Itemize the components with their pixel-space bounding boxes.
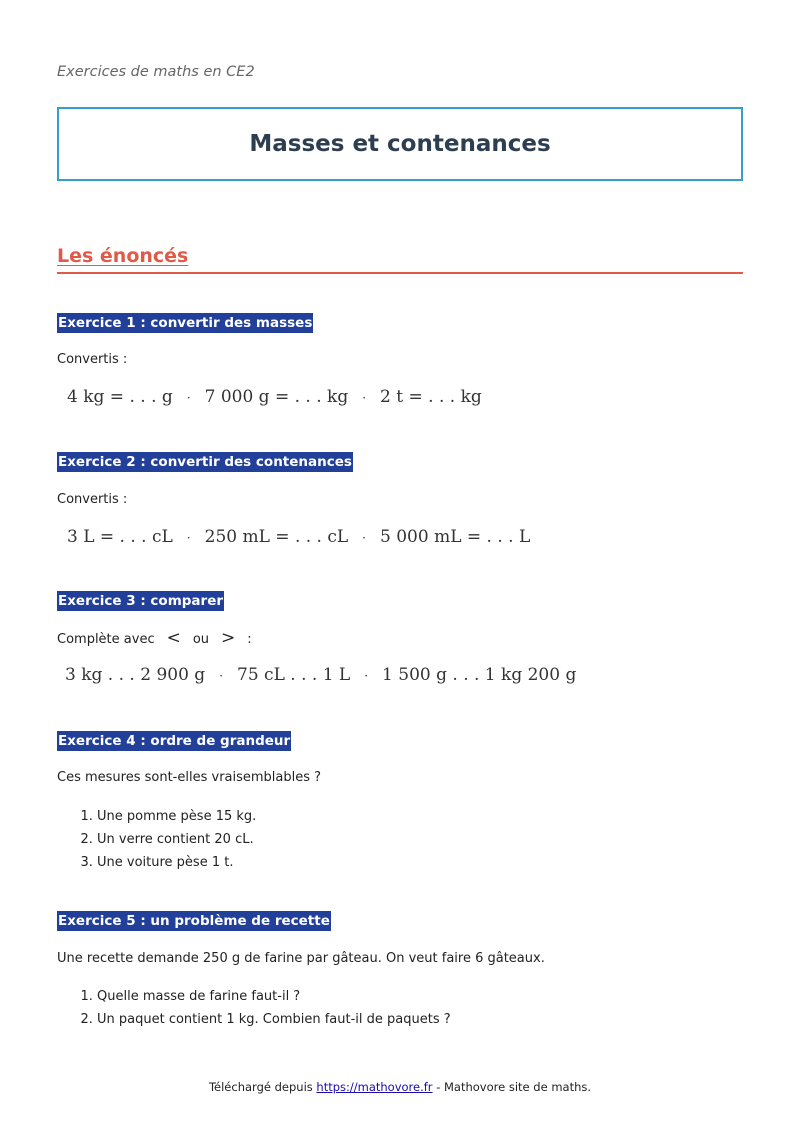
exercise-5-list — [57, 985, 451, 1031]
math-item: 3 L = . . . cL — [67, 527, 173, 547]
subject-label: Exercices de maths en CE2 — [57, 64, 255, 80]
list-item: 1. Une pomme pèse 15 kg. — [97, 805, 256, 828]
footer-suffix: - Mathovore site de maths. — [436, 1080, 592, 1094]
title-box — [57, 107, 743, 181]
exercise-4-title: Exercice 4 : ordre de grandeur — [58, 733, 291, 749]
exercise-2-math — [67, 527, 530, 547]
exercise-4-list — [57, 805, 256, 874]
exercise-3-instruction — [57, 628, 252, 648]
list-item: 2. Un paquet contient 1 kg. Combien faut-il de paquets ? — [97, 1008, 451, 1031]
exercise-1-title: Exercice 1 : convertir des masses — [58, 315, 313, 331]
math-item: 7 000 g = . . . kg — [204, 387, 349, 407]
exercise-4-instruction: Ces mesures sont-elles vraisemblables ? — [57, 770, 322, 785]
or-word: ou — [192, 632, 210, 647]
less-than-symbol: < — [166, 628, 181, 648]
math-item: 75 cL . . . 1 L — [237, 665, 351, 685]
exercise-2-instruction: Convertis : — [57, 492, 128, 507]
exercise-1-math — [67, 387, 482, 407]
separator-dot: · — [186, 531, 191, 545]
separator-dot: · — [362, 531, 366, 545]
footer-link[interactable]: https://mathovore.fr — [316, 1080, 433, 1094]
exercise-5-title: Exercice 5 : un problème de recette — [58, 913, 330, 929]
separator-dot: · — [219, 669, 224, 683]
page-footer — [0, 1080, 800, 1094]
instruction-text: Complète avec — [57, 632, 155, 647]
math-item: 4 kg = . . . g — [67, 387, 173, 407]
math-item: 1 500 g . . . 1 kg 200 g — [382, 665, 577, 685]
math-item: 3 kg . . . 2 900 g — [65, 665, 206, 685]
separator-dot: · — [186, 391, 191, 405]
exercise-5-instruction: Une recette demande 250 g de farine par gâteau. On veut faire 6 gâteaux. — [57, 951, 545, 966]
separator-dot: · — [362, 391, 367, 405]
exercise-2-title: Exercice 2 : convertir des contenances — [58, 454, 352, 470]
section-header — [57, 245, 743, 274]
exercise-3-math — [65, 665, 576, 685]
math-item: 2 t = . . . kg — [380, 387, 482, 407]
section-title: Les énoncés — [57, 245, 189, 267]
list-item: 3. Une voiture pèse 1 t. — [97, 851, 256, 874]
footer-prefix: Téléchargé depuis — [208, 1080, 313, 1094]
greater-than-symbol: > — [221, 628, 236, 648]
list-item: 1. Quelle masse de farine faut-il ? — [97, 985, 451, 1008]
math-item: 250 mL = . . . cL — [204, 527, 349, 547]
separator-dot: · — [364, 669, 369, 683]
math-item: 5 000 mL = . . . L — [380, 527, 531, 547]
list-item: 2. Un verre contient 20 cL. — [97, 828, 256, 851]
exercise-3-title: Exercice 3 : comparer — [58, 593, 224, 609]
instruction-colon: : — [247, 632, 252, 647]
exercise-1-instruction: Convertis : — [57, 352, 128, 367]
page-title: Masses et contenances — [249, 131, 551, 157]
